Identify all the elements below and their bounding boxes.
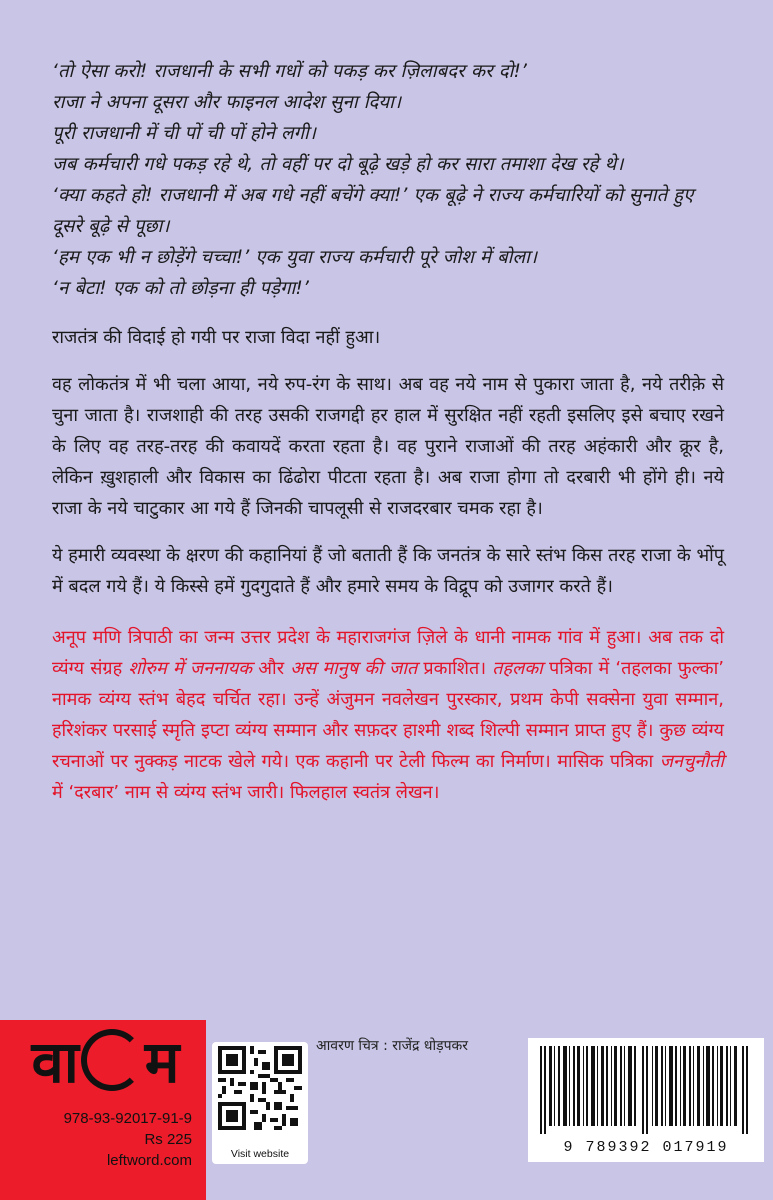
barcode-number: 9 789392 017919 (563, 1139, 729, 1156)
isbn-barcode (528, 1038, 764, 1162)
dialogue-line: जब कर्मचारी गधे पकड़ रहे थे, तो वहीं पर दो बूढ़े खड़े हो कर सारा तमाशा देख रहे थे। (52, 154, 624, 175)
logo-text-right: म (144, 1028, 180, 1096)
qr-code-icon[interactable] (218, 1046, 302, 1130)
bio-text: पत्रिका में ‘तहलका फुल्का’ नामक व्यंग्य स्तंभ बेहद चर्चित रहा। उन्हें अंजुमन नवलेखन पुरस्कार, प्रथम केपी सक्सेना युवा सम्मान, हरिशंकर परसाई स्मृति इप्टा व्यंग्य सम्मान और सफ़दर हाश्मी शब्द शिल्पी सम्मान प्राप्त हुए हैं। कुछ व्यंग्य रचनाओं पर नुक्कड़ नाटक खेले गये। एक कहानी पर टेली फिल्म का निर्माण। मासिक पत्रिका (52, 658, 724, 772)
bio-book-title-1: शोरुम में जननायक (128, 658, 253, 679)
blurb-paragraph-1: राजतंत्र की विदाई हो गयी पर राजा विदा नहीं हुआ। (52, 327, 381, 348)
cover-art-credit: आवरण चित्र : राजेंद्र धोड़पकर (316, 1038, 469, 1054)
dialogue-line: ‘न बेटा! एक को तो छोड़ना ही पड़ेगा!’ (52, 278, 309, 299)
dialogue-line: ‘हम एक भी न छोड़ेंगे चच्चा!’ एक युवा राज्य कर्मचारी पूरे जोश में बोला। (52, 247, 538, 268)
logo-swirl-icon (81, 1029, 143, 1091)
bio-book-title-2: अस मानुष की जात (290, 658, 418, 679)
dialogue-line: ‘तो ऐसा करो! राजधानी के सभी गधों को पकड़ कर ज़िलाबदर कर दो!’ (52, 61, 527, 82)
author-bio (52, 622, 724, 808)
bio-text: प्रकाशित। (417, 658, 493, 679)
dialogue-line: पूरी राजधानी में ची पों ची पों होने लगी। (52, 123, 317, 144)
price: Rs 225 (144, 1131, 192, 1148)
publisher-website: leftword.com (106, 1152, 192, 1169)
bio-text: अनूप मणि त्रिपाठी का जन्म उत्तर प्रदेश के महाराजगंज ज़िले के धानी नामक गांव में हुआ। अब तक दो व्यंग्य संग्रह (52, 627, 724, 679)
bio-magazine-1: तहलका (492, 658, 543, 679)
blurb-paragraph-3: ये हमारी व्यवस्था के क्षरण की कहानियां हैं जो बताती हैं कि जनतंत्र के सारे स्तंभ किस तरह राजा के भोंपू में बदल गये हैं। ये किस्से हमें गुदगुदाते हैं और हमारे समय के विद्रूप को उजागर करते हैं। (52, 545, 724, 597)
qr-label: Visit website (230, 1148, 290, 1160)
isbn: 978-93-92017-91-9 (63, 1110, 192, 1127)
dialogue-line: राजा ने अपना दूसरा और फाइनल आदेश सुना दिया। (52, 92, 402, 113)
bio-magazine-2: जनचुनौती (659, 751, 724, 772)
publisher-logo (18, 1030, 193, 1097)
opening-dialogue (52, 56, 724, 304)
blurb-paragraph-2: वह लोकतंत्र में भी चला आया, नये रुप-रंग के साथ। अब वह नये नाम से पुकारा जाता है, नये तरीक़े से चुना जाता है। राजशाही की तरह उसकी राजगद्दी हर हाल में सुरक्षित नहीं रहती इसलिए इसे बचाए रखने के लिए वह तरह-तरह की कवायदें करता रहता है। वह पुराने राजाओं की तरह अहंकारी और क्रूर है, लेकिन ख़ुशहाली और विकास का ढिंढोरा पीटता रहता है। अब राजा होगा तो दरबारी भी होंगे ही। नये राजा के नये चाटुकार आ गये हैं जिनकी चापलूसी से राजदरबार चमक रहा है। (52, 374, 724, 519)
bio-text: में ‘दरबार’ नाम से व्यंग्य स्तंभ जारी। फिलहाल स्वतंत्र लेखन। (52, 782, 440, 803)
cover-footer (0, 1020, 773, 1200)
publisher-box (0, 1020, 206, 1200)
publisher-info (64, 1108, 192, 1171)
qr-code-block[interactable] (212, 1042, 308, 1164)
logo-text-left: वा (31, 1028, 79, 1096)
back-cover-text (52, 56, 724, 808)
barcode-icon (540, 1046, 752, 1134)
bio-text: और (252, 658, 291, 679)
dialogue-line: ‘क्या कहते हो! राजधानी में अब गधे नहीं बचेंगे क्या!’ एक बूढ़े ने राज्य कर्मचारियों को सुनाते हुए दूसरे बूढ़े से पूछा। (52, 185, 694, 237)
